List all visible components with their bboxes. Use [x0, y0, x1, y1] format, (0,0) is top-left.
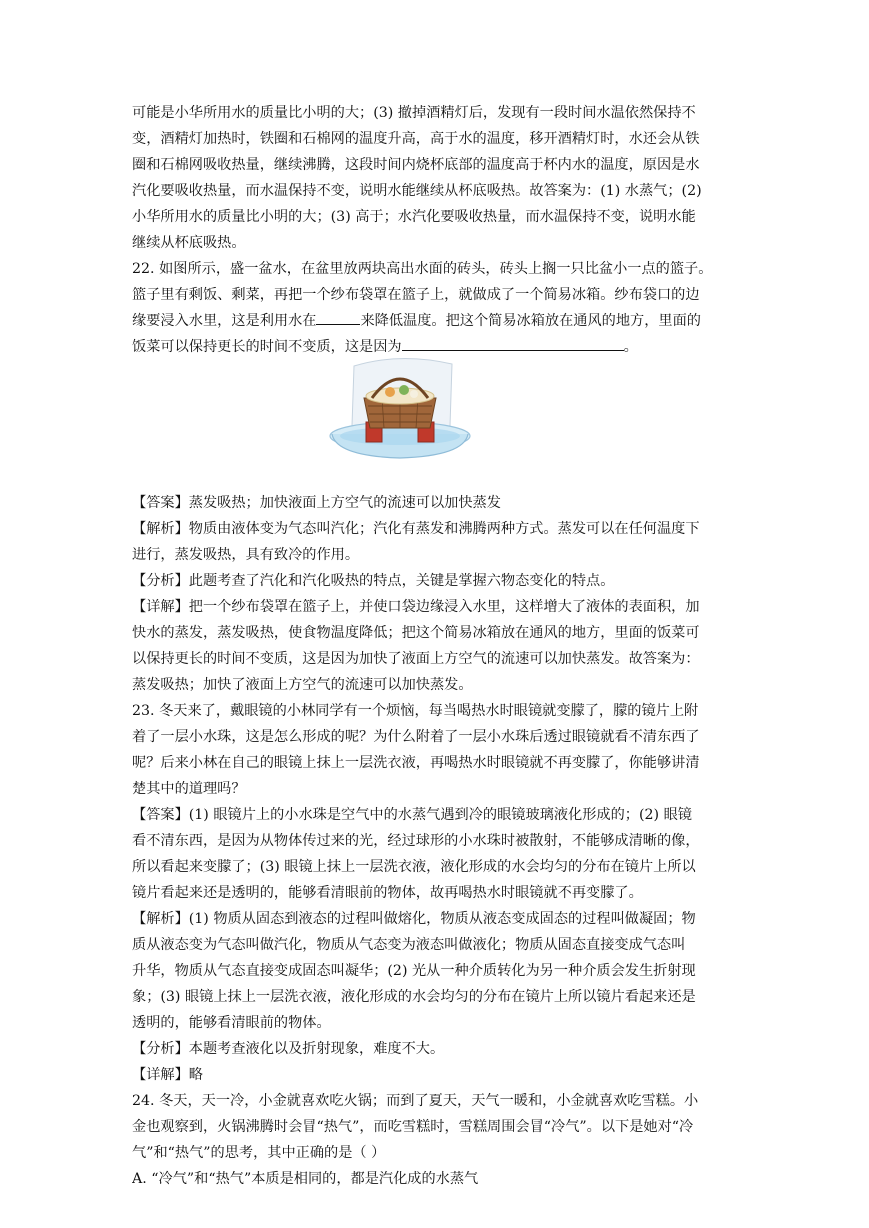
text-line: 22. 如图所示，盛一盆水，在盆里放两块高出水面的砖头，砖头上搁一只比盆小一点的篮子。 — [132, 261, 713, 277]
text-line: 镜片看起来还是透明的，能够看清眼前的物体，故再喝热水时眼镜就不再变朦了。 — [132, 885, 643, 901]
text-line: 呢？后来小林在自己的眼镜上抹上一层洗衣液，再喝热水时眼镜就不再变朦了，你能够讲清 — [132, 755, 700, 771]
question-23-line: 23. 冬天来了，戴眼镜的小林同学有一个烦恼，每当喝热水时眼镜就变朦了，朦的镜片上附 — [132, 703, 699, 719]
detail-line: 【详解】略 — [132, 1067, 203, 1083]
text-line: 质从液态变为气态叫做汽化，物质从气态变为液态叫做液化；物质从固态直接变成气态叫 — [132, 937, 686, 953]
question-22 — [132, 256, 742, 360]
text-line: 快水的蒸发，蒸发吸热，使食物温度降低；把这个简易冰箱放在通风的地方，里面的饭菜可 — [132, 625, 700, 641]
text-line: 金也观察到，火锅沸腾时会冒“热气”，而吃雪糕时，雪糕周围会冒“冷气”。以下是她对“冷 — [132, 1119, 694, 1135]
answer-line: 【答案】蒸发吸热；加快液面上方空气的流速可以加快蒸发 — [132, 495, 501, 511]
paragraph-q21-answer — [132, 100, 742, 256]
analysis-line: 【解析】物质由液体变为气态叫汽化；汽化有蒸发和沸腾两种方式。蒸发可以在任何温度下 — [132, 521, 700, 537]
analysis-line: 【分析】本题考查液化以及折射现象，难度不大。 — [132, 1041, 445, 1057]
option-a: A. “冷气”和“热气”本质是相同的，都是汽化成的水蒸气 — [132, 1171, 479, 1187]
text-line: 蒸发吸热；加快了液面上方空气的流速可以加快蒸发。 — [132, 677, 473, 693]
text-line: 升华，物质从气态直接变成固态叫凝华；(2) 光从一种介质转化为另一种介质会发生折射现 — [132, 963, 696, 979]
text-line: 楚其中的道理吗？ — [132, 781, 246, 797]
text-line: 象；(3) 眼镜上抹上一层洗衣液，液化形成的水会均匀的分布在镜片上所以镜片看起来还是 — [132, 989, 696, 1005]
text-line: 进行，蒸发吸热，具有致冷的作用。 — [132, 547, 360, 563]
text-line: 继续从杯底吸热。 — [132, 235, 246, 251]
analysis-line: 【分析】此题考查了汽化和汽化吸热的特点，关键是掌握六物态变化的特点。 — [132, 573, 615, 589]
question-24-line: 24. 冬天，天一冷，小金就喜欢吃火锅；而到了夏天，天气一暖和，小金就喜欢吃雪糕。小 — [132, 1093, 699, 1109]
text-line: 着了一层小水珠，这是怎么形成的呢？为什么附着了一层小水珠后透过眼镜就看不清东西了 — [132, 729, 700, 745]
text-segment: 饭菜可以保持更长的时间不变质，这是因为 — [132, 339, 402, 355]
document-page — [132, 100, 742, 360]
text-segment: 缘要浸入水里，这是利用水在 — [132, 313, 317, 329]
text-line: 圈和石棉网吸收热量，继续沸腾，这段时间内烧杯底部的温度高于杯内水的温度，原因是水 — [132, 157, 700, 173]
answer-blank-1 — [316, 308, 360, 325]
document-page-lower — [132, 490, 742, 1192]
text-line: 所以看起来变朦了；(3) 眼镜上抹上一层洗衣液，液化形成的水会均匀的分布在镜片上所以 — [132, 859, 696, 875]
text-line: 可能是小华所用水的质量比小明的大；(3) 撤掉酒精灯后，发现有一段时间水温依然保持不 — [132, 105, 696, 121]
text-segment: 。 — [623, 339, 638, 355]
answer-line: 【答案】(1) 眼镜片上的小水珠是空气中的水蒸气遇到冷的眼镜玻璃液化形成的；(2) 眼镜 — [132, 807, 692, 823]
analysis-line: 【解析】(1) 物质从固态到液态的过程叫做熔化，物质从液态变成固态的过程叫做凝固；物 — [132, 911, 696, 927]
text-line: 以保持更长的时间不变质，这是因为加快了液面上方空气的流速可以加快蒸发。故答案为： — [132, 651, 700, 667]
text-line: 汽化要吸收热量，而水温保持不变，说明水能继续从杯底吸热。故答案为：(1) 水蒸气；(2) — [132, 183, 702, 199]
simple-fridge-illustration-icon — [320, 352, 480, 464]
text-segment: 来降低温度。把这个简易冰箱放在通风的地方，里面的 — [360, 313, 701, 329]
text-line: 透明的，能够看清眼前的物体。 — [132, 1015, 331, 1031]
text-line: 看不清东西，是因为从物体传过来的光，经过球形的小水珠时被散射，不能够成清晰的像， — [132, 833, 700, 849]
answer-blank-2 — [402, 334, 624, 351]
text-line: 小华所用水的质量比小明的大；(3) 高于；水汽化要吸收热量，而水温保持不变，说明水能 — [132, 209, 696, 225]
detail-line: 【详解】把一个纱布袋罩在篮子上，并使口袋边缘浸入水里，这样增大了液体的表面积，加 — [132, 599, 700, 615]
text-line-with-blank — [132, 308, 742, 334]
text-line: 篮子里有剩饭、剩菜，再把一个纱布袋罩在篮子上，就做成了一个简易冰箱。纱布袋口的边 — [132, 287, 700, 303]
text-line: 气”和“热气”的思考，其中正确的是（ ） — [132, 1145, 386, 1161]
text-line: 变，酒精灯加热时，铁圈和石棉网的温度升高，高于水的温度，移开酒精灯时，水还会从铁 — [132, 131, 700, 147]
